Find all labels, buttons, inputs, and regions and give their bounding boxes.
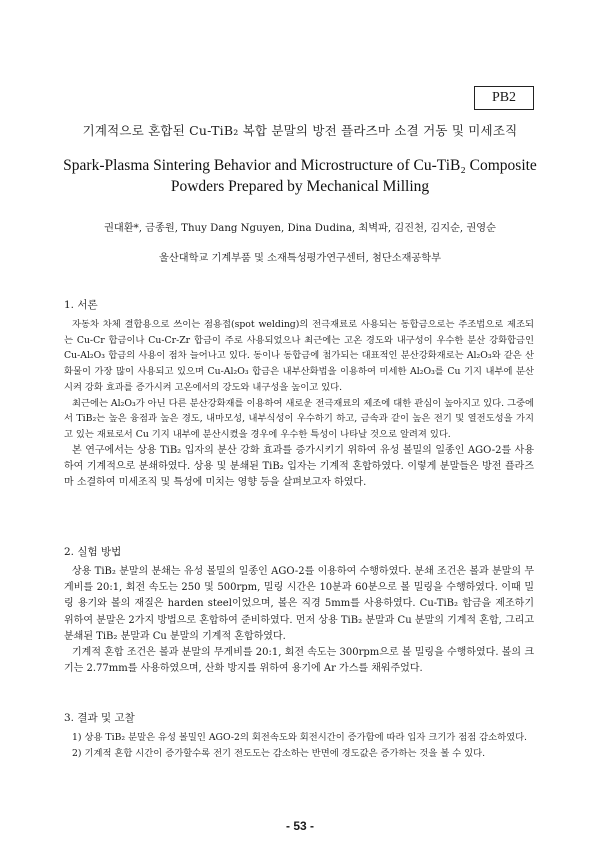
section-introduction [64,297,534,491]
section-heading: 3. 결과 및 고찰 [64,712,135,724]
section-method [64,544,534,677]
title-korean: 기계적으로 혼합된 Cu-TiB₂ 복합 분말의 방전 플라즈마 소결 거동 및 미세조직 [82,123,518,138]
title-english-line-1: Spark-Plasma Sintering Behavior and Microstructure of Cu-TiB₂ Composite [63,157,537,174]
paragraph: 자동차 차체 결합용으로 쓰이는 점용접(spot welding)의 전극재료로 사용되는 동합금으로는 주조법으로 제조되는 Cu-Cr 합금이나 Cu-Cr-Zr 합금이 주로 사용되었으나 최근에는 고온 경도와 내구성이 우수한 분산 강화합금인 Cu-Al₂O₃ 합금의 사용이 점차 늘어나고 있다. 동이나 동합금에 첨가되는 대표적인 분산강화재로는 Al₂O₃와 같은 산화물이 가장 많이 사용되고 있으며 Cu-Al₂O₃ 합금은 내부산화법을 이용하여 미세한 Al₂O₃를 Cu 기지 내부에 분산시켜 강화 효과를 증가시켜 고온에서의 강도와 내구성을 높이고 있다. [64,319,534,393]
section-heading: 2. 실험 방법 [64,546,122,558]
paragraph: 2) 기계적 혼합 시간이 증가할수록 전기 전도도는 감소하는 반면에 경도값은 증가하는 것을 볼 수 있다. [72,747,486,759]
author-list: 권대환*, 금종원, Thuy Dang Nguyen, Dina Dudina, 최벽파, 김진천, 김지순, 권영순 [104,223,496,234]
paragraph: 1) 상용 TiB₂ 분말은 유성 볼밀인 AGO-2의 회전속도와 회전시간이 증가함에 따라 입자 크기가 점점 감소하였다. [72,732,528,743]
affiliation: 울산대학교 기계부품 및 소재특성평가연구센터, 첨단소재공학부 [159,253,441,264]
page-number: - 53 - [285,819,314,833]
title-english-line-2: Powders Prepared by Mechanical Milling [170,178,430,195]
title-english [40,155,560,197]
section-heading: 1. 서론 [64,299,98,311]
section-results [64,710,534,761]
paragraph: 최근에는 Al₂O₃가 아닌 다른 분산강화재를 이용하여 새로운 전극재료의 제조에 대한 관심이 높아지고 있다. 그중에서 TiB₂는 높은 융점과 높은 경도, 내마모성, 내부식성이 우수하기 하고, 금속과 같이 높은 전기 및 열전도성을 가지고 있는 재료로서 Cu 기지 내부에 분산시켰을 경우에 우수한 특성이 나타날 것으로 알려져 있다. [64,397,534,440]
poster-label: PB2 [474,86,534,110]
paragraph: 기계적 혼합 조건은 볼과 분말의 무게비를 20:1, 회전 속도는 300rpm으로 볼 밀링을 수행하였다. 볼의 크기는 2.77mm를 사용하였으며, 산화 방지를 위하여 용기에 Ar 가스를 채워주었다. [64,647,534,675]
paragraph: 본 연구에서는 상용 TiB₂ 입자의 분산 강화 효과를 증가시키기 위하여 유성 볼밀의 일종인 AGO-2를 사용하여 기계적으로 분쇄하였다. 상용 및 분쇄된 TiB₂ 입자는 기계적 혼합하였다. 이렇게 분말들은 방전 플라즈마 소결하여 미세조직 및 특성에 미치는 영향 등을 살펴보고자 하였다. [64,444,534,489]
paragraph: 상용 TiB₂ 분말의 분쇄는 유성 볼밀의 일종인 AGO-2를 이용하여 수행하였다. 분쇄 조건은 볼과 분말의 무게비를 20:1, 회전 속도는 250 및 500rpm, 밀링 시간은 10분과 60분으로 볼 밀링을 수행하였다. 이때 밀링 용기와 볼의 재질은 harden steel이었으며, 볼은 직경 5mm를 사용하였다. Cu-TiB₂ 합금을 제조하기 위하여 분말은 2가지 방법으로 혼합하여 준비하였다. 먼저 상용 TiB₂ 분말과 Cu 분말의 기계적 혼합, 그리고 분쇄된 TiB₂ 분말과 Cu 분말의 기계적 혼합하였다. [64,566,534,642]
